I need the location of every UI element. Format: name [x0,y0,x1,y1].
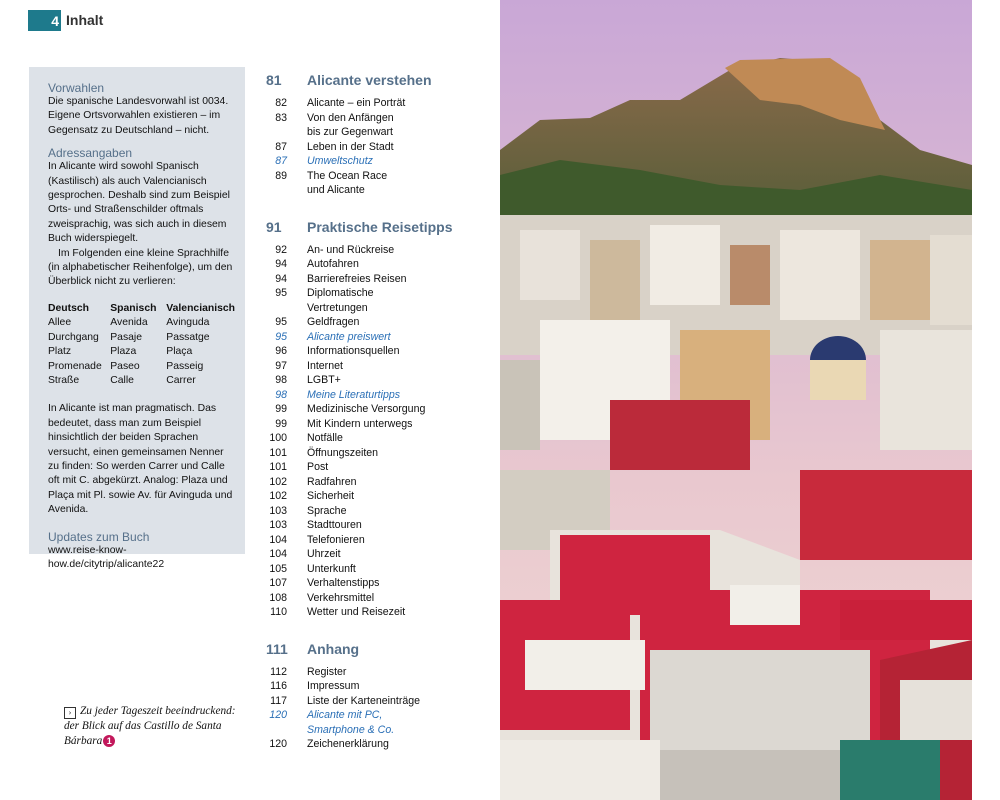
updates-section [48,530,235,573]
toc-entry[interactable] [266,272,491,287]
toc-entry[interactable] [266,737,491,752]
toc-section-heading[interactable] [266,67,491,93]
toc-entry[interactable] [266,504,491,519]
toc-entry[interactable] [266,417,491,432]
toc-entry[interactable] [266,605,491,620]
toc-entry-title: An- und Rückreise [307,243,395,256]
toc-entry[interactable] [266,694,491,709]
toc-entry-title: Internet [307,359,343,372]
toc-entry[interactable] [266,708,491,723]
arrow-icon: › [64,707,76,719]
toc-entry-title: Verhaltenstipps [307,577,380,589]
lang-table-cell: Passeig [166,360,204,372]
toc-entry-page [266,183,287,198]
lang-table-cell: Avenida [110,317,148,329]
adressangaben-section [48,146,235,290]
toc-entry-page: 101 [269,461,287,473]
toc-entry-title: Geldfragen [307,316,360,328]
toc-entry[interactable] [266,183,491,198]
toc-entry-page: 99 [275,417,287,430]
toc-entry-page: 105 [269,562,287,575]
toc-entry[interactable] [266,547,491,562]
lang-table-header: Spanisch [110,302,157,314]
vorwahlen-heading: Vorwahlen [48,81,105,95]
toc-entry[interactable] [266,489,491,504]
toc-section-heading[interactable] [266,636,491,662]
toc-section-title: Praktische Reisetipps [307,218,453,235]
toc-entry-title: Sicherheit [307,490,355,502]
toc-entry-title: Alicante preiswert [307,330,391,343]
toc-entry-title: Öffnungszeiten [307,446,379,459]
toc-section-title: Alicante verstehen [307,72,432,88]
toc-entry-page: 104 [269,548,287,560]
toc-entry-page: 95 [275,330,287,343]
lang-table-row [48,331,235,345]
toc-entry-title: Zeichenerklärung [307,738,389,750]
toc-entry-title: The Ocean Race [307,169,388,182]
lang-table-cell: Plaza [110,346,137,358]
toc-entry-page: 89 [275,169,287,182]
toc-entry-page: 94 [275,272,287,285]
toc-entry[interactable] [266,154,491,169]
toc-entry-page: 101 [269,446,287,459]
toc-entry-page: 117 [270,694,287,707]
toc-entry-title: und Alicante [307,184,365,196]
toc-spacer [266,620,491,632]
lang-table-cell: Straße [48,374,80,386]
lang-table-header: Valencianisch [166,302,235,314]
lang-table-cell: Plaça [166,346,193,358]
toc-entry-title: Verkehrsmittel [307,591,375,604]
toc-entry-page: 98 [275,374,287,386]
toc-entry[interactable] [266,286,491,301]
toc-entry-page: 112 [270,665,287,678]
toc-spacer [266,198,491,210]
toc-entry[interactable] [266,344,491,359]
toc-entry-title: Telefonieren [307,533,365,546]
toc-entry[interactable] [266,533,491,548]
toc-entry[interactable] [266,446,491,461]
toc-entry-title: Register [307,665,347,678]
lang-table-cell: Allee [48,317,72,329]
vorwahlen-section [48,81,235,138]
toc-entry-page: 96 [275,345,287,357]
toc-entry-title: Barrierefreies Reisen [307,272,407,285]
toc-entry-page: 110 [270,606,287,618]
toc-entry-page: 100 [269,432,287,444]
toc-entry[interactable] [266,330,491,345]
toc-entry-page [266,723,287,738]
toc-entry[interactable] [266,96,491,111]
lang-table-cell: Carrer [166,374,196,386]
lang-table-cell: Promenade [48,360,102,372]
toc-entry[interactable] [266,301,491,316]
toc-entry-page: 97 [275,359,287,372]
toc-entry-page: 92 [275,243,287,256]
toc-entry-title: Leben in der Stadt [307,140,394,153]
toc-entry[interactable] [266,475,491,490]
lang-table-cell: Durchgang [48,331,99,343]
lang-table-cell: Passatge [166,331,210,343]
toc-entry[interactable] [266,665,491,680]
toc-entry-page: 87 [275,155,287,167]
toc-entry-page: 120 [269,738,287,750]
toc-entry-title: Diplomatische [307,287,374,299]
toc-entry[interactable] [266,111,491,126]
toc-entry-page: 95 [275,316,287,328]
sprachhilfe-text: Im Folgenden eine kleine Sprachhilfe (in alphabetischer Reihenfolge), um den Überblick nicht zu verlieren: [48,247,233,288]
toc-entry[interactable] [266,402,491,417]
toc-entry-title: Wetter und Reisezeit [307,606,406,618]
lang-table-row [48,316,235,330]
toc-entry-title: Sprache [307,504,347,517]
pragmatisch-text: In Alicante ist man pragmatisch. Das bedeutet, dass man zum Beispiel hinsichtlich der beiden Sprachen versucht, einen gemeinsamen Nenner zu finden: So werden Carrer und Calle oft mit C. abgekürzt. Analog: Plaza und Plaça mit Pl. sowie Av. für Avinguda und Avenida. [48,403,233,516]
photo-caption [64,704,244,749]
updates-heading: Updates zum Buch [48,529,150,544]
map-marker-icon: 1 [103,735,115,747]
toc-entry[interactable] [266,431,491,446]
toc-entry[interactable] [266,723,491,738]
toc-entry-title: Notfälle [307,432,343,444]
toc-entry-page [266,301,287,316]
toc-entry[interactable] [266,140,491,155]
page-title: Inhalt [66,12,104,28]
toc-entry[interactable] [266,257,491,272]
lang-table-cell: Pasaje [110,331,143,343]
toc-entry-page: 98 [275,388,287,401]
toc-entry-title: bis zur Gegenwart [307,126,393,138]
toc-entry[interactable] [266,315,491,330]
info-box [29,67,245,570]
toc-entry-page: 103 [269,504,287,517]
toc-entry-page: 108 [269,591,287,604]
lang-table-cell: Calle [110,374,134,386]
toc-entry-title: Umweltschutz [307,155,373,167]
toc-entry[interactable] [266,373,491,388]
toc-entry[interactable] [266,591,491,606]
toc-entry-title: Meine Literaturtipps [307,388,401,401]
toc-entry-page: 104 [269,533,287,546]
toc-section-heading[interactable] [266,214,491,240]
toc-entry[interactable] [266,243,491,258]
toc-entry-title: Unterkunft [307,562,356,575]
toc-entry-page: 120 [269,709,287,721]
toc-entry-title: Mit Kindern unterwegs [307,417,413,430]
vorwahlen-text: Die spanische Landesvorwahl ist 0034. Eigene Ortsvorwahlen existieren – im Gegensatz zu Deutschland – nicht. [48,96,229,136]
toc-entry-page: 94 [275,258,287,270]
updates-url[interactable]: www.reise-know-how.de/citytrip/alicante22 [48,544,165,570]
toc-entry-title: Vertretungen [307,301,368,314]
toc-entry-page: 95 [275,287,287,299]
toc-entry[interactable] [266,169,491,184]
toc-entry[interactable] [266,679,491,694]
toc-section-page: 91 [266,218,282,235]
toc-entry-page: 83 [275,111,287,124]
toc-entry[interactable] [266,562,491,577]
adressangaben-heading: Adressangaben [48,146,133,161]
toc-entry-page: 82 [275,97,287,109]
toc-entry-page: 107 [269,577,287,589]
toc-entry[interactable] [266,125,491,140]
toc-entry-title: Medizinische Versorgung [307,403,426,415]
toc-entry-title: Impressum [307,680,360,692]
lang-table-row [48,374,235,388]
lang-table-cell: Paseo [110,360,140,372]
toc-entry-page [266,125,287,140]
toc-entry[interactable] [266,576,491,591]
toc-entry-page: 102 [269,475,287,488]
toc-entry-title: Von den Anfängen [307,111,394,124]
alicante-photo [500,0,972,800]
toc-entry-title: Stadttouren [307,519,362,531]
lang-table-row [48,360,235,374]
toc-entry-page: 103 [269,519,287,531]
toc-entry-title: LGBT+ [307,374,341,386]
toc-entry-title: Informationsquellen [307,345,400,357]
toc-entry-page: 87 [275,140,287,153]
page-number: 4 [28,10,61,31]
toc-section-page: 111 [266,640,288,657]
adressangaben-text: In Alicante wird sowohl Spanisch (Kastilisch) als auch Valencianisch gesprochen. Deshalb sind zum Beispiel Orts- und Straßenschilder oftmals zweisprachig, was sich auch in diesem Buch widerspiegelt. [48,161,230,245]
lang-table-header: Deutsch [48,302,89,314]
toc-section-title: Anhang [307,640,360,657]
toc-entry-title: Radfahren [307,475,357,488]
language-table [48,302,235,388]
toc-entry-title: Smartphone & Co. [307,723,395,736]
toc-entry-page: 116 [270,680,287,692]
toc-entry-page: 99 [275,403,287,415]
toc-entry-page: 102 [269,490,287,502]
table-of-contents [266,63,491,752]
caption-text: Zu jeder Tageszeit beeindruckend: der Blick auf das Castillo de Santa Bárbara [64,705,236,747]
toc-entry[interactable] [266,518,491,533]
toc-entry-title: Alicante mit PC, [307,709,383,721]
lang-table-cell: Platz [48,346,72,358]
lang-table-row [48,345,235,359]
toc-entry-title: Alicante – ein Porträt [307,97,406,109]
toc-entry-title: Post [307,461,329,473]
toc-entry[interactable] [266,460,491,475]
toc-entry-title: Autofahren [307,258,359,270]
toc-entry-title: Uhrzeit [307,548,341,560]
toc-section-page: 81 [266,72,282,88]
toc-entry[interactable] [266,388,491,403]
toc-entry[interactable] [266,359,491,374]
toc-entry-title: Liste der Karteneinträge [307,694,421,707]
lang-table-cell: Avinguda [166,317,210,329]
